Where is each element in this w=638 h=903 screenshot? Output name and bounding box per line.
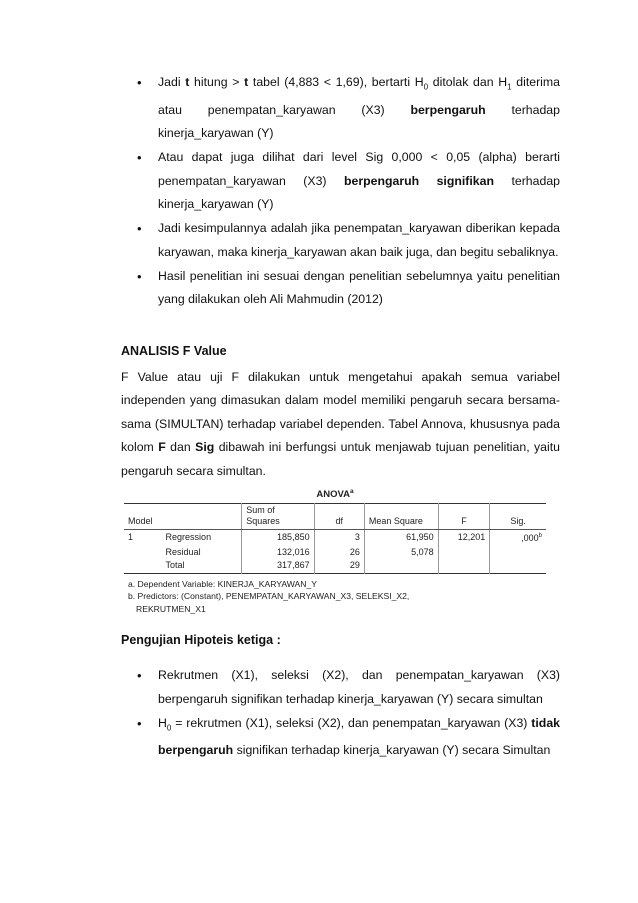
cell-df: 26 <box>314 546 364 560</box>
bullet-text: Atau dapat juga dilihat dari level Sig 0,000 < 0,05 (alpha) berarti penempatan_karyawan (X3) <box>158 150 560 188</box>
cell-sig-superscript: b <box>538 533 542 539</box>
bullet-item <box>121 217 560 264</box>
bullet-text: H <box>158 715 167 730</box>
header-model: Model <box>124 504 162 530</box>
paragraph-text: dibawah ini berfungsi untuk menjawab tujuan penelitian, yaitu pengaruh secara simultan. <box>121 440 561 478</box>
cell-label: Residual <box>165 546 201 557</box>
header-mean-square: Mean Square <box>364 504 438 530</box>
paragraph-bold-text: Sig <box>195 440 215 455</box>
bullet-item <box>121 712 560 763</box>
bullet-bold-text: t <box>185 75 190 89</box>
subscript: 0 <box>423 82 429 92</box>
bullet-bold-text: berpengaruh <box>410 102 486 117</box>
bullet-item <box>121 71 560 146</box>
anova-title-text: ANOVA <box>316 489 350 501</box>
footnote-predictors-continued: REKRUTMEN_X1 <box>136 603 206 614</box>
bullet-text: terhadap kinerja_karyawan (Y) <box>158 102 560 141</box>
bullet-text: ditolak dan H <box>428 75 508 89</box>
cell-model: 1 <box>128 532 134 542</box>
table-row <box>124 530 546 546</box>
cell-f <box>438 559 490 573</box>
table-row <box>124 546 546 560</box>
conclusion-bullet-list <box>121 71 560 312</box>
anova-title-superscript: a <box>349 488 354 495</box>
cell-df: 29 <box>314 559 364 573</box>
footnote-predictors: b. Predictors: (Constant), PENEMPATAN_KARYAWAN_X3, SELEKSI_X2, <box>128 591 410 601</box>
bullet-text: hitung > <box>189 75 245 89</box>
anova-footnotes <box>124 574 546 615</box>
cell-sig-text: ,000 <box>521 533 539 543</box>
cell-sig <box>490 559 546 573</box>
bullet-text: Jadi kesimpulannya adalah jika penempatan_karyawan diberikan kepada karyawan, maka kinerja_karyawan akan baik juga, dan begitu sebaliknya. <box>158 221 560 259</box>
cell-ss: 185,850 <box>242 530 314 546</box>
cell-ms <box>364 559 438 573</box>
cell-ms: 5,078 <box>364 546 438 560</box>
cell-df: 3 <box>314 530 364 546</box>
bullet-text: Hasil penelitian ini sesuai dengan penelitian sebelumnya yaitu penelitian yang dilakukan oleh Ali Mahmudin (2012) <box>158 268 560 307</box>
footnote-dependent-variable: a. Dependent Variable: KINERJA_KARYAWAN_Y <box>128 578 317 589</box>
subscript: 1 <box>507 82 512 92</box>
table-row <box>124 559 546 573</box>
header-f: F <box>438 504 490 530</box>
cell-ms: 61,950 <box>364 530 438 546</box>
cell-model <box>124 559 162 573</box>
bullet-text: diterima atau penempatan_karyawan (X3) <box>158 75 561 117</box>
hypothesis-bullet-list <box>121 664 560 763</box>
bullet-bold-text: tidak berpengaruh <box>158 715 560 758</box>
bullet-text: Rekrutmen (X1), seleksi (X2), dan penempatan_karyawan (X3) berpengaruh signifikan terhadap kinerja_karyawan (Y) secara simultan <box>158 668 560 706</box>
anova-table-figure <box>124 485 546 616</box>
cell-sig <box>490 530 546 546</box>
bullet-bold-text: berpengaruh signifikan <box>343 173 494 188</box>
header-sig: Sig. <box>490 504 546 530</box>
cell-f <box>438 546 490 560</box>
bullet-text: tabel (4,883 < 1,69), bertarti H <box>248 75 424 89</box>
subscript: 0 <box>166 722 172 732</box>
cell-ss: 317,867 <box>242 559 314 573</box>
paragraph <box>121 366 560 483</box>
cell-label: Regression <box>165 532 212 542</box>
cell-label: Total <box>165 560 185 570</box>
header-sum-of-squares <box>242 504 314 530</box>
paragraph-bold-text: F <box>158 440 166 455</box>
paragraph-text: F Value atau uji F dilakukan untuk mengetahui apakah semua variabel independen yang dimasukan dalam model memiliki pengaruh secara bersama-sama (SIMULTAN) terhadap variabel dependen. Tabel Annova, khususnya pada kolom <box>121 370 560 455</box>
cell-f: 12,201 <box>438 530 490 546</box>
cell-sig <box>490 546 546 560</box>
header-text: Squares <box>246 516 280 526</box>
bullet-bold-text: t <box>244 75 249 89</box>
bullet-item <box>121 146 560 217</box>
bullet-text: terhadap kinerja_karyawan (Y) <box>158 173 561 212</box>
header-label <box>162 504 242 530</box>
cell-model <box>124 546 162 560</box>
paragraph-text: dan <box>165 440 196 455</box>
cell-ss: 132,016 <box>242 546 314 560</box>
bullet-item <box>121 265 560 312</box>
bullet-text: signifikan terhadap kinerja_karyawan (Y) secara Simultan <box>233 743 551 758</box>
bullet-text: Jadi <box>158 75 186 89</box>
bullet-text: = rekrutmen (X1), seleksi (X2), dan penempatan_karyawan (X3) <box>171 715 532 730</box>
section-heading: Pengujian Hipoteis ketiga : <box>121 633 281 647</box>
anova-table <box>124 503 546 574</box>
header-df: df <box>314 504 364 530</box>
header-text: Sum of <box>246 505 275 515</box>
table-header-row <box>124 504 546 530</box>
anova-title <box>124 485 546 503</box>
bullet-item <box>121 664 560 711</box>
section-heading: ANALISIS F Value <box>121 344 227 358</box>
